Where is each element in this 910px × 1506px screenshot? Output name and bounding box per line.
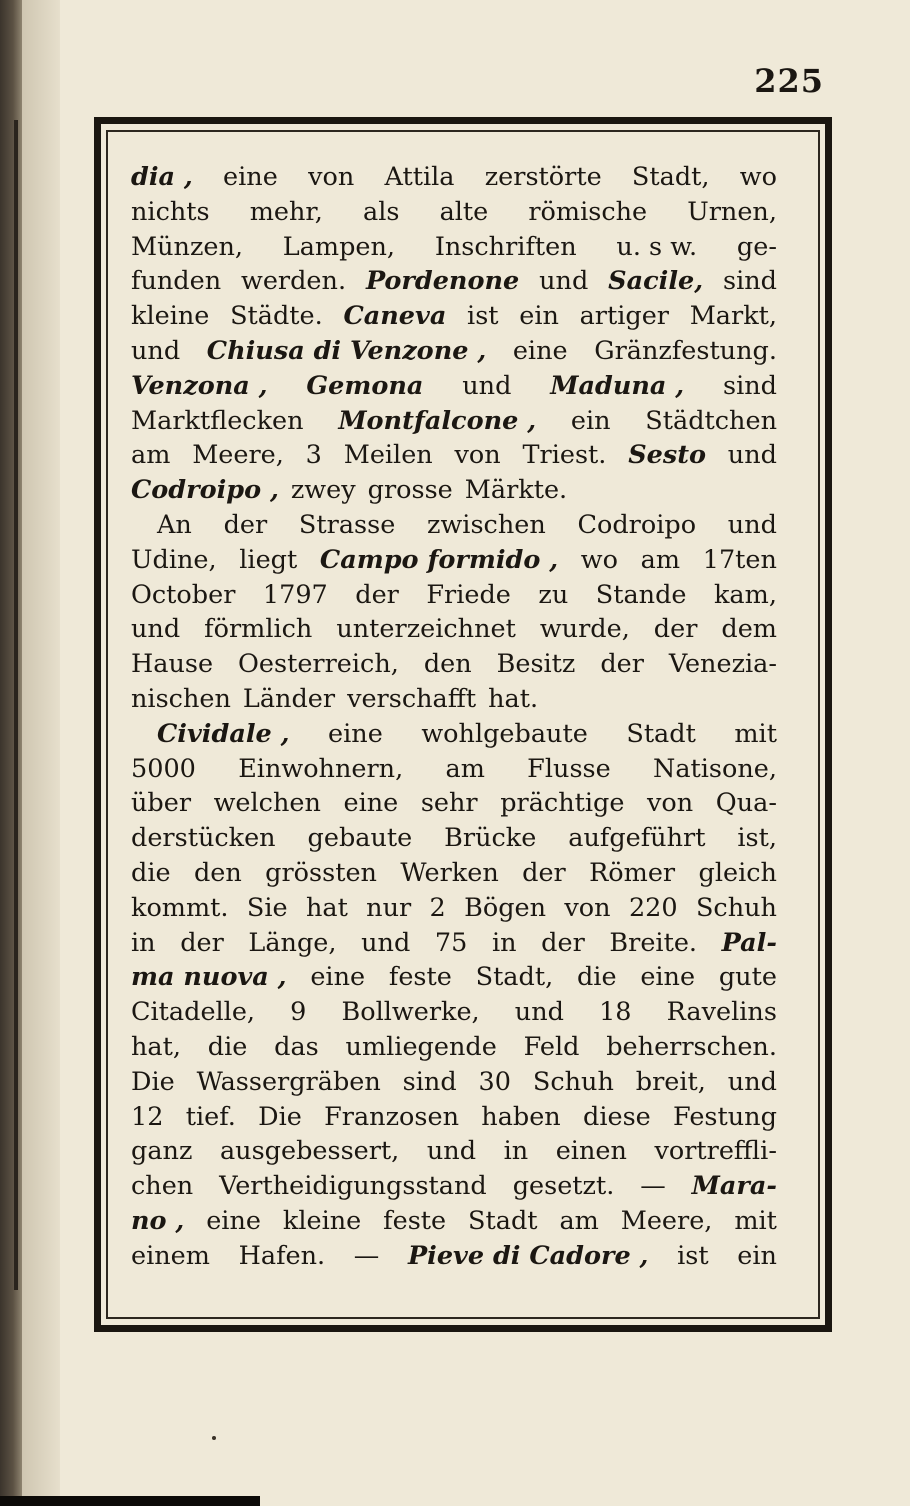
italic-place-name: Montfalcone ,	[338, 405, 537, 436]
italic-place-name: ma nuova ,	[131, 962, 287, 993]
word: am	[559, 1205, 599, 1236]
text-line	[131, 960, 777, 995]
previous-page-frame-edge	[0, 120, 18, 1290]
text-line	[131, 1100, 777, 1135]
word: am	[131, 440, 171, 471]
word: welchen	[213, 788, 321, 819]
word: sehr	[420, 788, 478, 819]
word: Feld	[523, 1031, 580, 1062]
word: Friede	[426, 579, 511, 610]
word: ist	[677, 1240, 709, 1271]
text-line	[131, 230, 777, 265]
word: am	[640, 544, 681, 575]
word: Franzosen	[324, 1101, 459, 1132]
word: breit,	[635, 1066, 706, 1097]
word: haben	[481, 1101, 561, 1132]
word: gleich	[698, 857, 777, 888]
word: wo	[739, 162, 777, 192]
word: kommt.	[131, 892, 229, 923]
word: 3	[305, 440, 322, 471]
word: sind	[723, 370, 777, 401]
italic-place-name: no ,	[131, 1205, 185, 1236]
word: kam,	[713, 579, 777, 610]
word: hat	[305, 892, 348, 923]
page-shadow-bar	[0, 1496, 260, 1506]
word: zwischen	[427, 509, 546, 540]
text-line	[131, 647, 777, 682]
word: Natisone,	[653, 753, 777, 784]
text-line	[131, 508, 777, 543]
text-line	[131, 786, 777, 821]
italic-place-name: dia ,	[131, 162, 193, 192]
word: mit	[734, 1205, 777, 1236]
word: eine	[512, 335, 568, 366]
word: zwey	[290, 475, 356, 506]
word: und	[727, 509, 777, 540]
word: sind	[723, 266, 777, 297]
word: October	[131, 579, 236, 610]
word: Stande	[595, 579, 687, 610]
word: Schuh	[695, 892, 777, 923]
word: Hause	[131, 649, 214, 680]
word: Festung	[673, 1101, 777, 1132]
word: Märkte.	[464, 475, 568, 506]
word: mit	[734, 718, 777, 749]
word: den	[193, 857, 242, 888]
word: —	[353, 1240, 380, 1271]
word: als	[363, 196, 400, 227]
italic-place-name: Chiusa di Venzone ,	[206, 335, 487, 366]
word: 220	[628, 892, 678, 923]
word: und	[361, 927, 411, 958]
word: zu	[538, 579, 569, 610]
word: derstücken	[131, 823, 276, 854]
italic-place-name: Maduna ,	[550, 370, 685, 401]
word: einen	[555, 1136, 627, 1167]
italic-place-name: Cividale ,	[157, 718, 290, 749]
word: wo	[580, 544, 618, 575]
text-line	[131, 1239, 777, 1274]
word: Münzen,	[131, 231, 244, 262]
word: ausgebessert,	[219, 1136, 400, 1167]
word: Strasse	[298, 509, 396, 540]
gutter-shadow	[22, 0, 60, 1506]
word: sind	[402, 1066, 457, 1097]
word: die	[576, 962, 617, 993]
italic-place-name: Mara-	[691, 1171, 777, 1202]
word: förmlich	[204, 614, 313, 645]
word: mehr,	[249, 196, 323, 227]
text-line	[131, 543, 777, 578]
word: hat,	[131, 1031, 181, 1062]
word: Udine,	[131, 544, 217, 575]
italic-place-name: Caneva	[343, 301, 447, 332]
word: —	[640, 1171, 666, 1202]
body-text	[131, 160, 777, 1274]
word: Städtchen	[645, 405, 777, 436]
word: und	[426, 1136, 477, 1167]
text-line	[131, 995, 777, 1030]
word: grosse	[367, 475, 453, 506]
word: und	[539, 266, 589, 297]
text-line	[131, 717, 777, 752]
word: Werken	[400, 857, 499, 888]
word: der	[653, 614, 698, 645]
word: funden	[131, 266, 222, 297]
text-line	[131, 404, 777, 439]
word: wohlgebaute	[421, 718, 588, 749]
word: der	[223, 509, 268, 540]
word: 12	[131, 1101, 164, 1132]
word: Meilen	[343, 440, 433, 471]
word: Attila	[384, 162, 455, 192]
word: über	[131, 788, 192, 819]
word: von	[308, 162, 355, 192]
word: grössten	[265, 857, 377, 888]
word: ganz	[131, 1136, 193, 1167]
word: die	[131, 857, 171, 888]
text-line	[131, 1065, 777, 1100]
word: 17ten	[702, 544, 777, 575]
word: der	[541, 927, 585, 958]
word: prächtige	[500, 788, 625, 819]
text-line	[131, 1030, 777, 1065]
word: Flusse	[527, 753, 611, 784]
text-line	[131, 821, 777, 856]
word: einem	[131, 1240, 210, 1271]
word: Vertheidigungsstand	[219, 1171, 487, 1202]
italic-place-name: Venzona ,	[131, 370, 268, 401]
word: 1797	[262, 579, 328, 610]
word: vortreffli-	[654, 1136, 777, 1167]
text-line	[131, 612, 777, 647]
word: wurde,	[539, 614, 630, 645]
word: das	[274, 1031, 319, 1062]
word: nichts	[131, 196, 210, 227]
word: 5000	[131, 753, 196, 784]
text-line	[131, 299, 777, 334]
word: chen	[131, 1171, 194, 1202]
word: der	[600, 649, 644, 680]
word: eine	[223, 162, 278, 192]
word: und	[514, 997, 564, 1028]
word: Venezia-	[668, 649, 777, 680]
word: Die	[258, 1101, 302, 1132]
word: Lampen,	[282, 231, 396, 262]
italic-place-name: Pal-	[721, 927, 777, 958]
word: in	[503, 1136, 529, 1167]
word: Bögen	[464, 892, 547, 923]
word: und	[727, 440, 777, 471]
word: umliegende	[345, 1031, 497, 1062]
word: Meere,	[192, 440, 284, 471]
text-line	[131, 473, 777, 508]
word: in	[491, 927, 517, 958]
word: der	[180, 927, 224, 958]
word: ist	[467, 301, 499, 332]
word: Triest.	[522, 440, 607, 471]
text-line	[131, 334, 777, 369]
word: Marktflecken	[131, 405, 304, 436]
word: 9	[290, 997, 307, 1028]
text-line	[131, 856, 777, 891]
word: Die	[131, 1066, 175, 1097]
word: eine	[310, 962, 366, 993]
word: u. s w.	[616, 231, 698, 262]
word: zerstörte	[484, 162, 602, 192]
word: Citadelle,	[131, 997, 256, 1028]
word: ist,	[737, 823, 777, 854]
word: Brücke	[444, 823, 537, 854]
word: Länge,	[248, 927, 337, 958]
word: eine	[206, 1205, 261, 1236]
text-line	[131, 682, 777, 717]
word: Inschriften	[434, 231, 577, 262]
word: von	[454, 440, 501, 471]
word: die	[207, 1031, 248, 1062]
word: ein	[519, 301, 559, 332]
text-line	[131, 438, 777, 473]
text-line	[131, 369, 777, 404]
word: unterzeichnet	[336, 614, 516, 645]
word: Wassergräben	[196, 1066, 381, 1097]
word: feste	[388, 962, 452, 993]
word: werden.	[241, 266, 347, 297]
text-line	[131, 1134, 777, 1169]
word: Oesterreich,	[238, 649, 399, 680]
word: aufgeführt	[568, 823, 706, 854]
word: Qua-	[715, 788, 777, 819]
word: 30	[478, 1066, 511, 1097]
word: von	[647, 788, 694, 819]
word: Stadt,	[475, 962, 554, 993]
word: und	[462, 370, 512, 401]
text-line	[131, 891, 777, 926]
word: Stadt	[468, 1205, 538, 1236]
word: artiger	[579, 301, 669, 332]
word: gute	[718, 962, 777, 993]
text-line	[131, 926, 777, 961]
word: alte	[439, 196, 489, 227]
word: Schuh	[532, 1066, 614, 1097]
word: diese	[583, 1101, 651, 1132]
text-line	[131, 578, 777, 613]
word: Römer	[589, 857, 676, 888]
word: Bollwerke,	[341, 997, 480, 1028]
word: und	[131, 614, 181, 645]
word: der	[522, 857, 566, 888]
word: eine	[343, 788, 399, 819]
text-line	[131, 1204, 777, 1239]
text-line	[131, 160, 777, 195]
word: nischen	[131, 683, 231, 714]
word: und	[131, 335, 181, 366]
word: Urnen,	[687, 196, 777, 227]
word: Markt,	[689, 301, 777, 332]
text-line	[131, 195, 777, 230]
word: Gränzfestung.	[594, 335, 777, 366]
word: hat.	[488, 683, 539, 714]
page-number: 225	[754, 62, 824, 100]
italic-place-name: Codroipo ,	[131, 475, 279, 506]
word: am	[445, 753, 485, 784]
word: Sie	[246, 892, 288, 923]
text-line	[131, 264, 777, 299]
text-line	[131, 752, 777, 787]
italic-place-name: Gemona	[306, 370, 424, 401]
word: gebaute	[307, 823, 413, 854]
word: den	[423, 649, 472, 680]
word: feste	[383, 1205, 447, 1236]
word: 75	[434, 927, 468, 958]
word: von	[564, 892, 611, 923]
word: Ravelins	[666, 997, 777, 1028]
italic-place-name: Sacile,	[608, 266, 704, 297]
italic-place-name: Sesto	[628, 440, 706, 471]
word: Hafen.	[238, 1240, 326, 1271]
word: beherrschen.	[606, 1031, 777, 1062]
word: römische	[528, 196, 648, 227]
word: kleine	[282, 1205, 362, 1236]
word: kleine	[131, 301, 210, 332]
word: ein	[570, 405, 611, 436]
word: Codroipo	[577, 509, 697, 540]
word: dem	[721, 614, 777, 645]
word: Städte.	[230, 301, 323, 332]
word: Breite.	[609, 927, 698, 958]
word: eine	[328, 718, 383, 749]
word: 2	[429, 892, 446, 923]
word: ge-	[736, 231, 777, 262]
word: Besitz	[496, 649, 576, 680]
word: eine	[640, 962, 696, 993]
word: und	[727, 1066, 777, 1097]
word: Meere,	[620, 1205, 713, 1236]
word: in	[131, 927, 156, 958]
italic-place-name: Campo formido ,	[319, 544, 559, 575]
word: Stadt,	[631, 162, 710, 192]
word: An	[157, 509, 192, 540]
word: gesetzt.	[512, 1171, 615, 1202]
word: der	[355, 579, 399, 610]
italic-place-name: Pieve di Cadore ,	[407, 1240, 649, 1271]
word: tief.	[185, 1101, 236, 1132]
word: Länder	[242, 683, 336, 714]
italic-place-name: Pordenone	[365, 266, 520, 297]
word: Einwohnern,	[238, 753, 404, 784]
word: Stadt	[626, 718, 696, 749]
word: ein	[737, 1240, 777, 1271]
word: verschafft	[347, 683, 477, 714]
word: 18	[599, 997, 632, 1028]
word: nur	[366, 892, 412, 923]
word: liegt	[239, 544, 298, 575]
text-line	[131, 1169, 777, 1204]
margin-speck	[212, 1436, 216, 1440]
